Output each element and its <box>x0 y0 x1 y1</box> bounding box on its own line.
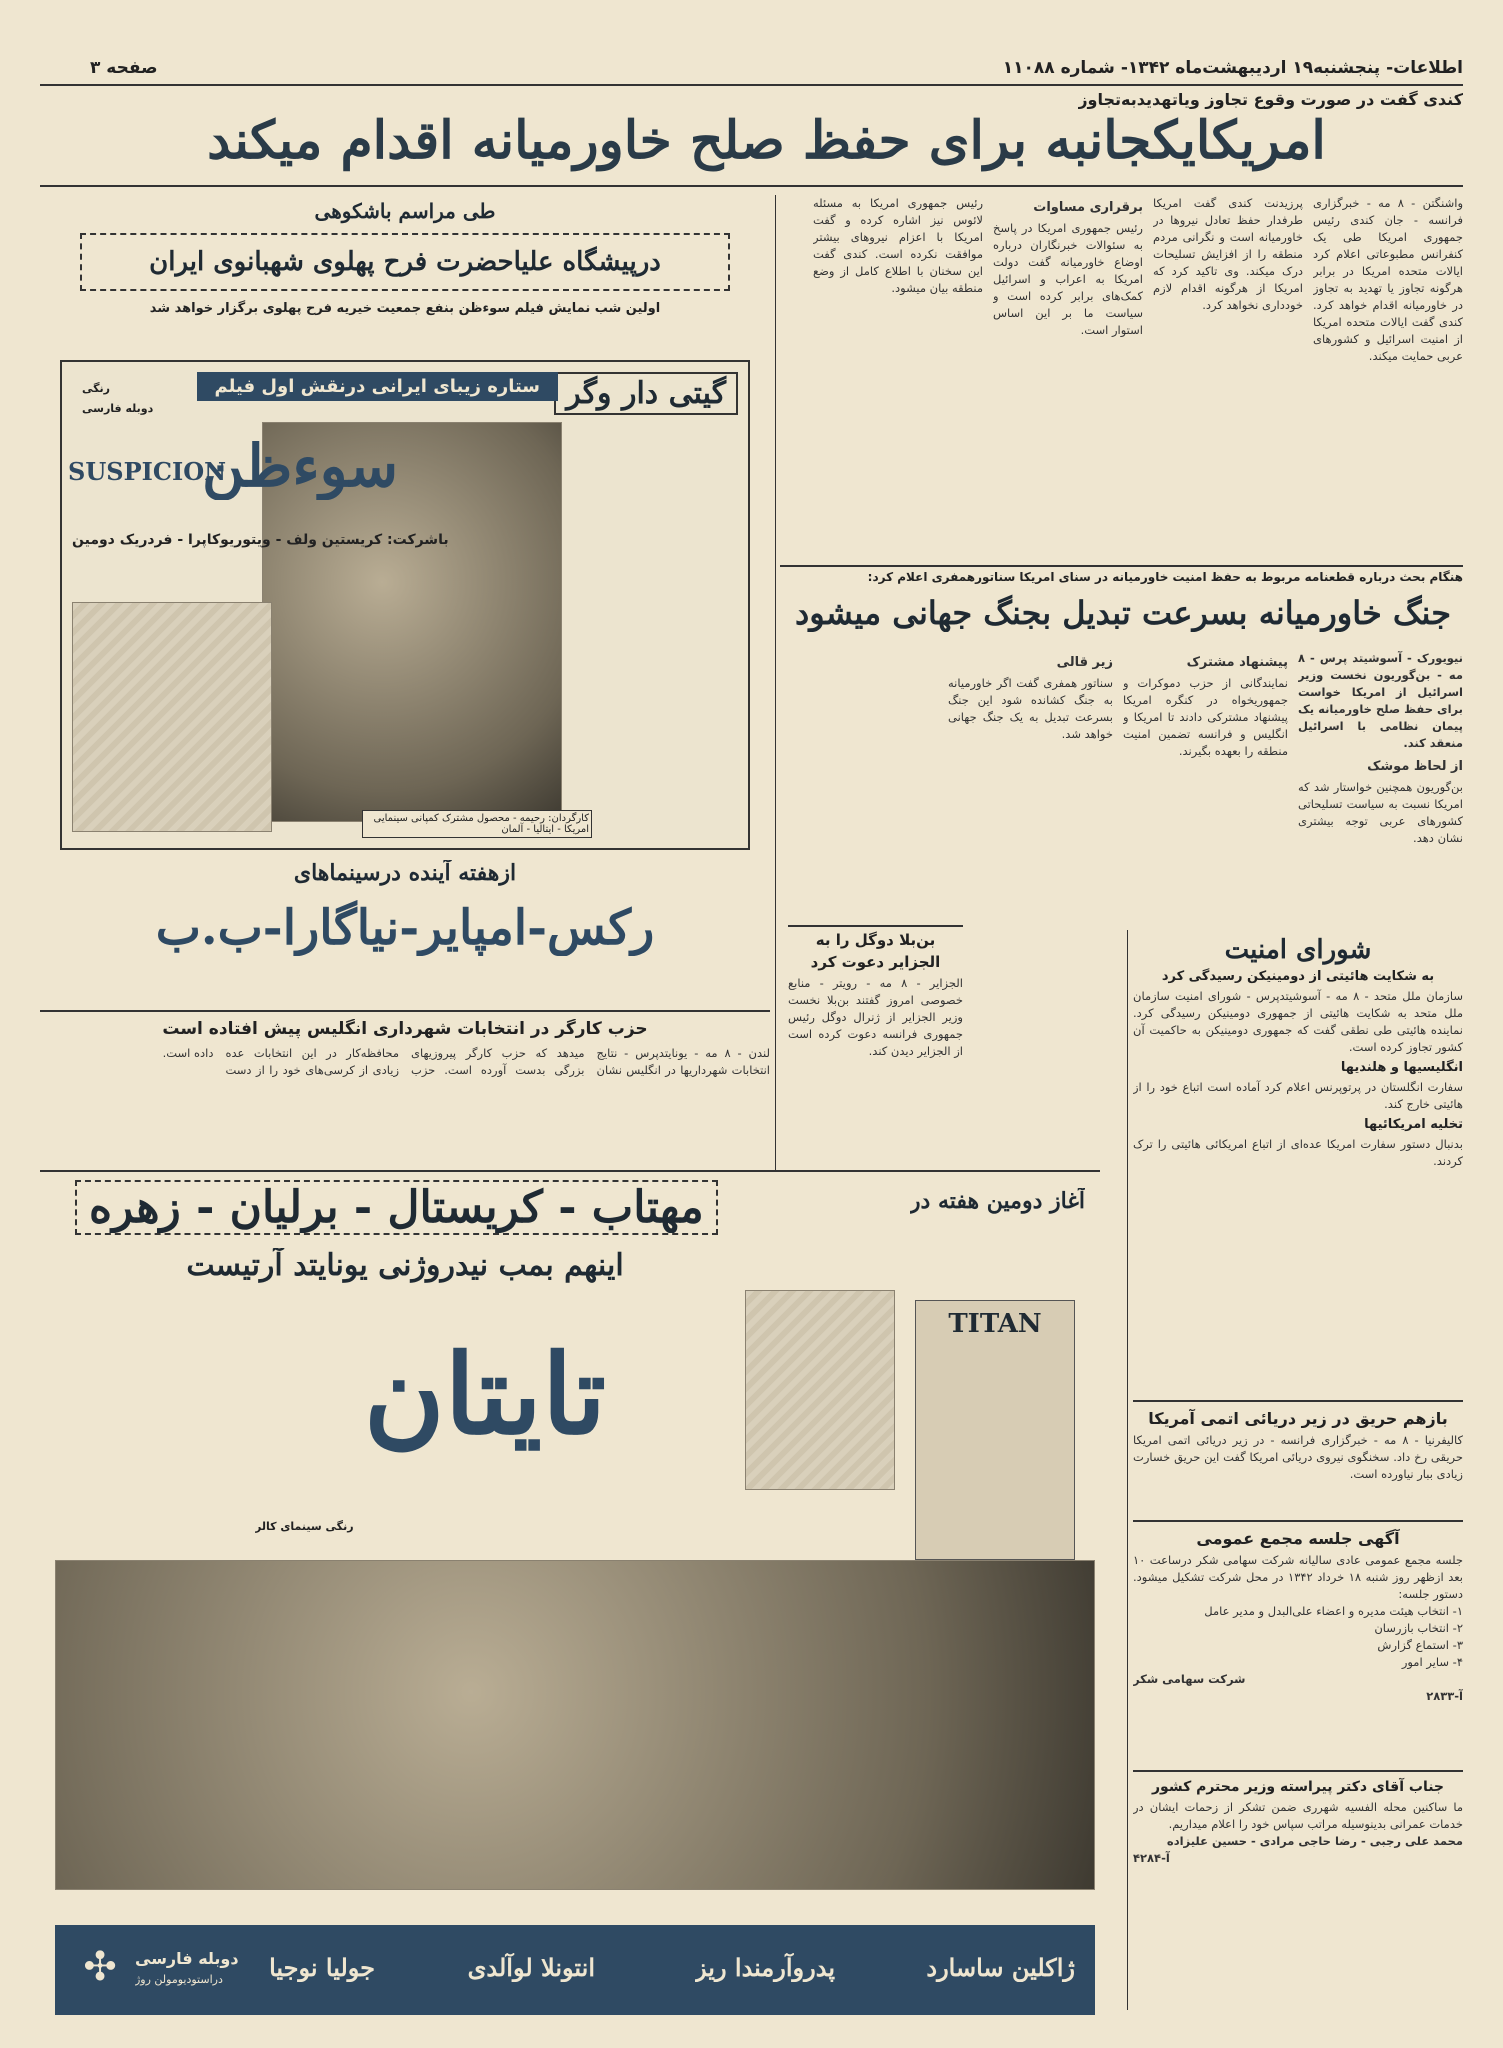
submarine-headline: بازهم حریق در زیر دریائی اتمی آمریکا <box>1148 1409 1448 1428</box>
notice-body: جلسه مجمع عمومی عادی سالیانه شرکت سهامی شکر درساعت ۱۰ بعد ازظهر روز شنبه ۱۸ خرداد ۱۳۴۲ در محل شرکت تشکیل میشود. دستور جلسه: <box>1133 1553 1463 1601</box>
thanks-rule <box>1133 1770 1463 1772</box>
ad1-cinemas: رکس-امپایر-نیاگارا-ب.ب <box>155 900 655 956</box>
ad1-premiere: اولین شب نمایش فیلم سوءظن بنفع جمعیت خیریه فرح پهلوی برگزار خواهد شد <box>149 301 661 316</box>
lead-col-4 <box>813 195 983 555</box>
war-col-1-text: نیویورک - آسوشیتد پرس - ۸ مه - بن‌گوریون نخست وزیر اسرائیل از امریکا خواست برای حفظ صلح خاورمیانه یک پیمان نظامی با اسرائیل منعقد کند. <box>1298 651 1463 750</box>
ad1-presence-box <box>80 233 730 291</box>
ad2-photo-woman <box>745 1290 895 1490</box>
submarine-body: کالیفرنیا - ۸ مه - خبرگزاری فرانسه - در زیر دریائی اتمی امریکا حریقی رخ داد. سخنگوی نیروی دریائی امریکا گفت این حریق خسارت زیادی ببار نیاورده است. <box>1133 1433 1463 1481</box>
council-subhead-2: تخلیه امریکائیها <box>1364 1117 1463 1132</box>
lead-col-1 <box>1313 195 1463 555</box>
lead-col-3 <box>993 195 1143 555</box>
council-body-3: بدنبال دستور سفارت امریکا عده‌ای از اتباع امریکائی هائیتی را ترک کردند. <box>1133 1137 1463 1168</box>
war-col-4-text: سناتور همفری گفت اگر خاورمیانه به جنگ کشانده شود این جنگ بسرعت تبدیل به یک جنگ جهانی خواهد شد. <box>948 676 1113 741</box>
lead-subhead: برقراری مساوات <box>1033 200 1143 215</box>
masthead-rule <box>40 84 1463 86</box>
lead-headline: امریکایکجانبه برای حفظ صلح خاورمیانه اقدام میکند <box>207 110 1326 171</box>
lead-col-4-text: رئیس جمهوری امریکا به مسئله لائوس نیز اشاره کرده و گفت امریکا با اعزام نیروهای بیشتر موافقت نکرده است. کندی گفت این سخنان با اطلاع کامل از وضع منطقه بیان میشود. <box>813 196 983 295</box>
labour-body: لندن - ۸ مه - یونایتدپرس - نتایج انتخابات شهرداریها در انگلیس نشان میدهد که حزب کارگر پیروزیهای بزرگی بدست آورده است. حزب محافظه‌کار در این انتخابات عده زیادی از کرسی‌های خود را از دست داده است. <box>162 1046 770 1077</box>
ad2-cast-4: جولیا نوجیا <box>269 1953 375 1982</box>
banner-rule <box>40 185 1463 187</box>
submarine-rule <box>1133 1400 1463 1402</box>
ad2-cast-2: پدروآرمندا ریز <box>695 1953 835 1982</box>
ad2-color-note: رنگی سینمای کالر <box>255 1520 354 1533</box>
vertical-rule-2 <box>1127 930 1128 2010</box>
council-subhead-1: انگلیسیها و هلندیها <box>1340 1060 1463 1075</box>
ad2-start: آغاز دومین هفته در <box>909 1188 1085 1214</box>
ad2-title-en-box <box>915 1300 1075 1560</box>
war-subhead-2: پیشنهاد مشترک <box>1186 655 1288 670</box>
windmill-icon: ✣ <box>83 1944 117 1990</box>
war-col-2 <box>1123 650 1288 950</box>
war-kicker: هنگام بحث درباره قطعنامه مربوط به حفظ امنیت خاورمیانه در سنای امریکا سناتورهمفری اعلام کرد: <box>867 570 1463 584</box>
ad-suspicion-header <box>40 195 770 370</box>
ad1-presence: درپیشگاه علیاحضرت فرح پهلوی شهبانوی ایران <box>149 247 661 277</box>
ad2-title-fa: تایتان <box>363 1330 607 1459</box>
ad1-title-en: SUSPICION <box>68 457 227 486</box>
notice-signature: شرکت سهامی شکر <box>1133 1672 1246 1686</box>
thanks-code: آ-۴۲۸۴ <box>1133 1851 1170 1865</box>
ad2-producer: اینهم بمب نیدروژنی یونایتد آرتیست <box>186 1248 624 1283</box>
war-subhead-1: از لحاظ موشک <box>1367 759 1463 774</box>
war-col-1 <box>1298 650 1463 950</box>
labour-rule <box>40 1010 770 1012</box>
issue-line: اطلاعات- پنجشنبه۱۹ اردیبهشت‌ماه ۱۳۴۲- شماره ۱۱۰۸۸ <box>1002 58 1463 78</box>
war-col-3 <box>948 650 1113 950</box>
ad1-tagline-box <box>197 372 558 401</box>
thanks-title: جناب آقای دکتر پیراسته وزیر محترم کشور <box>1151 1779 1445 1795</box>
lead-col-2-text: پرزیدنت کندی گفت امریکا طرفدار حفظ تعادل نیروها در خاورمیانه است و نگرانی مردم منطقه را از افزایش تسلیحات درک میکند. وی تاکید کرد که امریکا از هرگونه اقدام لازم خودداری نخواهد کرد. <box>1153 196 1303 312</box>
notice-rule <box>1133 1520 1463 1522</box>
ad2-cast-1: ژاکلین ساسارد <box>926 1953 1075 1982</box>
ad-suspicion <box>60 360 750 850</box>
ad1-credits: کارگردان: رحیمه - محصول مشترک کمپانی سینمایی امریکا - ایتالیا - آلمان <box>362 810 592 838</box>
notice-item-2: ۲- انتخاب بازرسان <box>1374 1621 1463 1635</box>
ad1-photo-man <box>72 602 272 832</box>
ad1-title-fa: سوءظن <box>202 432 399 500</box>
war-col-2-text: بن‌گوریون همچنین خواستار شد که امریکا نسبت به سیاست تسلیحاتی کشورهای عربی توجه بیشتری نشان دهد. <box>1298 780 1463 845</box>
page-number: صفحه ۳ <box>90 58 158 78</box>
council-body: سازمان ملل متحد - ۸ مه - آسوشیتدپرس - شورای امنیت سازمان ملل متحد به شکایت هائیتی از جمهوری دومینیکن رسیدگی کرد. نماینده هائیتی طی نطقی گفت که جمهوری دومینیکن به حاکمیت آن کشور تجاوز کرده است. <box>1133 989 1463 1054</box>
ad1-color-note: رنگی <box>82 382 110 395</box>
ad2-cast-bar <box>55 1925 1095 2015</box>
ad2-cast-3: انتونلا لوآلدی <box>467 1953 595 1982</box>
thanks-names: محمد علی رجبی - رضا حاجی مرادی - حسین علیزاده <box>1166 1834 1463 1848</box>
ad2-rule <box>40 1170 1100 1172</box>
notice-title: آگهی جلسه مجمع عمومی <box>1196 1529 1400 1548</box>
notice-item-3: ۳- استماع گزارش <box>1377 1638 1463 1652</box>
council-body-2: سفارت انگلستان در پرتوپرنس اعلام کرد آماده است اتباع خود را از هائیتی خارج کند. <box>1133 1080 1463 1111</box>
council-subtitle: به شکایت هائیتی از دومینیکن رسیدگی کرد <box>1161 969 1435 984</box>
ad1-star: گیتی دار وگر <box>554 372 738 415</box>
ad1-tagline: ستاره زیبای ایرانی درنقش اول فیلم <box>197 372 558 401</box>
lead-col-1-text: واشنگتن - ۸ مه - خبرگزاری فرانسه - جان کندی رئیس جمهوری امریکا طی یک کنفرانس مطبوعاتی اعلام کرد ایالات متحده امریکا در برابر هرگونه تجاوز یا تهدید به تجاوز در خاورمیانه اقدام خواهد کرد. کندی گفت ایالات متحده امریکا از امنیت اسرائیل و کشورهای عربی حمایت میکند. <box>1313 196 1463 363</box>
ad2-photo-battle <box>55 1560 1095 1890</box>
ad1-dub: دوبله فارسی <box>82 402 154 415</box>
thanks-body: ما ساکنین محله الفسیه شهرری ضمن تشکر از زحمات ایشان در خدمات عمرانی بدینوسیله مراتب سپاس خود را اعلام میداریم. <box>1133 1800 1463 1831</box>
lead-col-3-text: رئیس جمهوری امریکا در پاسخ به سئوالات خبرنگاران درباره اوضاع خاورمیانه گفت دولت امریکا به اعراب و اسرائیل کمک‌های برابر کرده است و سیاست ما بر این اساس استوار است. <box>993 221 1143 337</box>
benbella-body: الجزایر - ۸ مه - رویتر - منابع خصوصی امروز گفتند بن‌بلا نخست وزیر الجزایر از ژنرال دوگل رئیس جمهوری فرانسه دعوت کرده است از الجزایر دیدن کند. <box>788 976 963 1058</box>
ad1-caption: طی مراسم باشکوهی <box>314 199 496 223</box>
war-top-rule <box>780 565 1463 567</box>
war-subhead-3: زیر قالی <box>1056 655 1113 670</box>
notice-code: آ-۲۸۳۳ <box>1426 1689 1463 1703</box>
ad2-title-en: TITAN <box>948 1309 1042 1339</box>
benbella-title-2: الجزایر دعوت کرد <box>810 953 941 971</box>
council-title: شورای امنیت <box>1224 935 1372 965</box>
council-box <box>1133 935 1463 1395</box>
ad2-dub-1: دوبله فارسی <box>135 1949 239 1968</box>
notice-box <box>1133 1525 1463 1765</box>
ad1-coming: ازهفته آینده درسینماهای <box>293 860 517 886</box>
war-headline: جنگ خاورمیانه بسرعت تبدیل بجنگ جهانی میشود <box>795 594 1451 632</box>
labour-headline: حزب کارگر در انتخابات شهرداری انگلیس پیش افتاده است <box>162 1019 648 1039</box>
benbella-title-1: بن‌بلا دوگل را به <box>815 931 936 949</box>
ad2-dub-2: دراستودیومولن روژ <box>135 1973 223 1986</box>
benbella-box <box>788 925 963 1175</box>
lead-kicker: کندی گفت در صورت وقوع تجاوز ویاتهدیدبه‌تجاوز <box>1078 90 1463 109</box>
notice-item-4: ۴- سایر امور <box>1401 1655 1463 1669</box>
vertical-rule-1 <box>775 195 776 1170</box>
ad-titan <box>55 1180 1095 2015</box>
notice-item-1: ۱- انتخاب هیئت مدیره و اعضاء علی‌البدل و مدیر عامل <box>1204 1604 1463 1618</box>
ad2-cinemas: مهتاب - کریستال - برلیان - زهره <box>75 1180 718 1235</box>
war-col-3-text: نمایندگانی از حزب دموکرات و جمهوریخواه در کنگره امریکا پیشنهاد مشترکی دادند تا امریکا و انگلیس و فرانسه تضمین امنیت منطقه را بعهده بگیرند. <box>1123 676 1288 758</box>
ad1-cast: باشرکت: کریستین ولف - ویتوریوکاپرا - فردریک دومین <box>72 532 449 548</box>
lead-col-2 <box>1153 195 1303 555</box>
thanks-box <box>1133 1775 1463 2005</box>
